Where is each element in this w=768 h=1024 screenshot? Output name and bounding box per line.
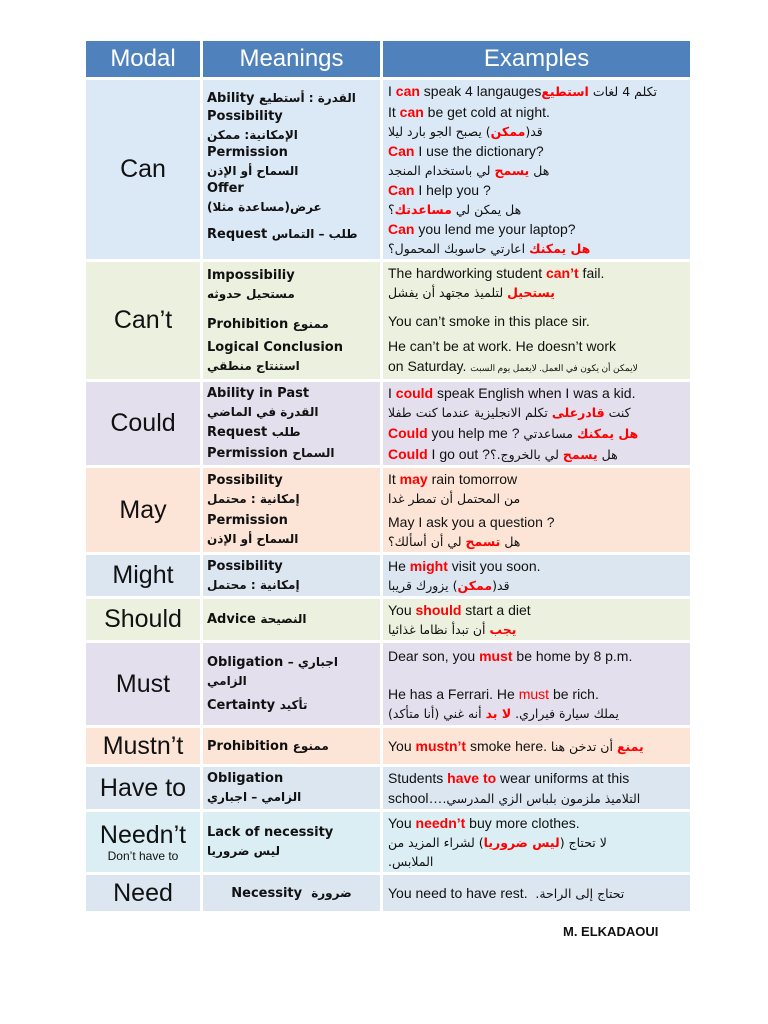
meanings-have-to <box>203 767 383 812</box>
meaning-arabic: مستحيل حدوثه <box>207 286 295 301</box>
example-arabic: لي باستخدام المنجد <box>388 163 495 178</box>
example-arabic: هل <box>597 447 618 462</box>
example-text: I go out ? <box>427 446 490 462</box>
example-arabic-highlight: هل يمكنك <box>529 241 591 256</box>
example-text: fail. <box>578 265 605 281</box>
modal-should: Should <box>86 599 203 643</box>
meaning: Permission <box>207 513 288 528</box>
example-text: school…. <box>388 790 447 806</box>
header-examples: Examples <box>383 41 690 80</box>
example-arabic-highlight: ممكن <box>490 124 526 139</box>
meaning: Obligation <box>207 771 284 786</box>
example-arabic: كنت <box>604 405 631 420</box>
meaning-arabic: ممنوع <box>292 316 329 331</box>
example-text: I <box>388 385 396 401</box>
modal-might: Might <box>86 555 203 599</box>
meaning-arabic: الزامي <box>207 674 247 688</box>
meaning-arabic: إمكانية : محتمل <box>207 492 300 506</box>
example-arabic: أن تدخن هنا <box>550 739 617 754</box>
example-arabic: لي أن أسألك؟ <box>388 534 466 549</box>
row-need <box>86 875 690 914</box>
meaning: Request <box>207 226 268 242</box>
meaning-arabic: القدرة في الماضي <box>207 404 319 419</box>
example-arabic: من المحتمل أن تمطر غدا <box>388 491 521 506</box>
example-highlight: must <box>479 647 513 664</box>
meaning: Permission <box>207 445 288 461</box>
examples-have-to <box>383 767 690 812</box>
example-arabic: أن تبدأ نظاما غذائيا <box>388 622 490 637</box>
example-text: He has a Ferrari. He <box>388 685 519 702</box>
example-arabic-highlight: يجب <box>489 622 517 637</box>
meaning: Offer <box>207 180 244 196</box>
modal-mustnt: Mustn’t <box>86 728 203 767</box>
meaning-arabic: القدرة : أستطيع <box>258 90 356 105</box>
example-arabic: أنه غني (أنا متأكد) <box>388 705 486 721</box>
meaning: Certainty <box>207 698 276 713</box>
example-highlight: could <box>395 385 434 401</box>
meaning-arabic: ليس ضروريا <box>207 844 280 858</box>
example-arabic-highlight: تسمح <box>465 534 501 549</box>
meanings-might <box>203 555 383 599</box>
meaning: Prohibition <box>207 738 289 754</box>
example-arabic: هل يمكن لي <box>451 202 522 217</box>
row-must <box>86 643 690 728</box>
example-highlight: Can <box>388 143 415 159</box>
meanings-must <box>203 643 383 728</box>
example-text: on Saturday. <box>388 358 467 374</box>
meaning: Ability <box>207 90 255 106</box>
row-could <box>86 382 690 468</box>
modal-neednt-label: Needn’t <box>99 820 187 849</box>
meaning-arabic: عرض(مساعدة مثلا) <box>207 199 322 214</box>
example-arabic-highlight: قادرعلى <box>551 405 605 420</box>
meaning-arabic: ضرورة <box>311 885 352 900</box>
meaning: Necessity <box>231 885 303 901</box>
meanings-can <box>203 80 383 262</box>
example-highlight: should <box>415 602 462 618</box>
row-have-to <box>86 767 690 812</box>
meaning: Possibility <box>207 558 283 574</box>
modal-need: Need <box>86 875 203 914</box>
meaning: Possibility <box>207 473 283 488</box>
meaning-arabic: السماح أو الإذن <box>207 163 299 178</box>
example-highlight: mustn’t <box>415 738 467 754</box>
example-arabic: مساعدتي <box>523 426 573 441</box>
example-highlight: can <box>399 104 424 120</box>
row-should <box>86 599 690 643</box>
example-text: speak 4 langauges <box>419 83 542 99</box>
example-text: visit you soon. <box>447 558 541 574</box>
example-arabic: هل <box>500 534 521 549</box>
example-text: I help you ? <box>414 182 491 198</box>
example-arabic: يملك سيارة فيراري. <box>511 705 620 721</box>
example-text: you help me ? <box>427 425 520 441</box>
example-arabic: لتلميذ مجتهد أن يفشل <box>388 285 508 300</box>
meaning: Advice <box>207 612 256 627</box>
meaning: Request <box>207 424 268 440</box>
example-text: Dear son, you <box>388 647 480 664</box>
example-highlight: needn’t <box>415 815 466 831</box>
meaning-arabic: تأكيد <box>279 698 308 712</box>
example-text: wear uniforms at this <box>496 770 630 786</box>
example-arabic-highlight: يسمح <box>562 447 598 462</box>
example-highlight: can <box>395 83 420 99</box>
example-arabic: ) يصبح الجو بارد ليلا <box>388 124 491 139</box>
author-credit: M. ELKADAOUI <box>563 924 659 939</box>
example-text: It <box>388 104 400 120</box>
example-text: It <box>388 471 400 487</box>
example-arabic: لي بالخروج.؟ <box>489 447 563 462</box>
meaning-arabic: السماح أو الإذن <box>207 532 299 546</box>
meaning: Obligation <box>207 655 284 670</box>
modal-cant: Can’t <box>86 262 203 382</box>
meanings-mustnt <box>203 728 383 767</box>
example-arabic: قد( <box>492 578 510 593</box>
meaning-arabic: الإمكانية: ممكن <box>207 127 298 142</box>
meaning-arabic: النصيحة <box>260 612 307 626</box>
example-arabic: هل <box>529 163 550 178</box>
example-arabic-highlight: يسمح <box>494 163 530 178</box>
meanings-cant <box>203 262 383 382</box>
row-can <box>86 80 690 262</box>
meanings-need <box>203 875 383 914</box>
examples-neednt <box>383 812 690 875</box>
example-arabic-highlight: هل يمكنك <box>576 426 639 441</box>
example-highlight: Could <box>388 425 428 441</box>
example-text: You can’t smoke in this place sir. <box>388 313 590 329</box>
meaning: Possibility <box>207 108 283 124</box>
example-highlight: have to <box>447 770 497 786</box>
modal-neednt-sub: Don’t have to <box>107 848 179 863</box>
modal-have-to: Have to <box>86 767 203 812</box>
example-arabic: ) يزورك قريبا <box>388 578 458 593</box>
example-text: May I ask you a question ? <box>388 514 555 530</box>
modal-may: May <box>86 468 203 555</box>
meanings-could <box>203 382 383 468</box>
example-text: speak English when I was a kid. <box>433 385 636 401</box>
meanings-should <box>203 599 383 643</box>
example-text: rain tomorrow <box>427 471 518 487</box>
examples-should <box>383 599 690 643</box>
example-arabic: قد( <box>525 124 543 139</box>
example-text: be home by 8 p.m. <box>512 647 633 664</box>
example-text: buy more clothes. <box>465 815 580 831</box>
example-arabic-highlight: يستحيل <box>507 285 555 300</box>
example-text: He can’t be at work. He doesn’t work <box>388 338 616 354</box>
example-text: You <box>388 602 416 618</box>
example-arabic: تحتاج إلى الراحة. <box>535 886 625 901</box>
example-arabic: الملابس. <box>388 854 434 869</box>
meaning: Impossibiliy <box>207 267 295 283</box>
example-highlight: Can <box>388 221 415 237</box>
example-text: be rich. <box>549 685 599 702</box>
meaning-arabic: اجباري – <box>287 655 338 669</box>
meaning-arabic: السماح <box>292 445 335 460</box>
example-highlight: must <box>518 685 550 702</box>
examples-can <box>383 80 690 262</box>
example-text: You <box>388 815 416 831</box>
header-row <box>86 41 690 80</box>
examples-mustnt <box>383 728 690 767</box>
meaning: Logical Conclusion <box>207 339 343 355</box>
modals-table-sheet <box>86 41 690 914</box>
row-may <box>86 468 690 555</box>
row-cant <box>86 262 690 382</box>
meaning-arabic: إمكانية : محتمل <box>207 577 300 592</box>
example-arabic-highlight: استطيع <box>541 84 589 99</box>
example-text: You <box>388 738 416 754</box>
modals-table <box>86 41 690 914</box>
examples-might <box>383 555 690 599</box>
example-arabic: التلاميذ ملزمون بلباس الزي المدرسي <box>446 791 641 806</box>
example-arabic: اعارتي حاسوبك المحمول؟ <box>388 241 530 256</box>
row-neednt <box>86 812 690 875</box>
example-text: He <box>388 558 410 574</box>
example-text: smoke here. <box>466 738 548 754</box>
example-text: You need to have rest. <box>388 885 528 901</box>
example-text: I <box>388 83 396 99</box>
example-highlight: can’t <box>545 265 579 281</box>
example-arabic-highlight: يمنع <box>616 739 644 754</box>
examples-could <box>383 382 690 468</box>
example-arabic: لا تحتاج ( <box>559 835 607 850</box>
example-arabic-highlight: ليس ضروريا <box>483 835 560 850</box>
example-arabic: ) لشراء المزيد من <box>388 835 484 850</box>
meaning: Permission <box>207 144 288 160</box>
example-arabic-highlight: لا بد <box>485 705 512 721</box>
example-highlight: may <box>399 471 428 487</box>
example-arabic-highlight: ممكن <box>457 578 493 593</box>
example-arabic: تكلم الانجليزية عندما كنت طفلا <box>388 405 552 420</box>
example-highlight: Can <box>388 182 415 198</box>
header-meanings: Meanings <box>203 41 383 80</box>
example-text: start a diet <box>461 602 531 618</box>
example-arabic: ؟ <box>388 202 395 217</box>
meaning: Ability in Past <box>207 385 310 401</box>
meaning-arabic: طلب <box>271 424 301 439</box>
row-mustnt <box>86 728 690 767</box>
examples-may <box>383 468 690 555</box>
meanings-may <box>203 468 383 555</box>
example-text: The hardworking student <box>388 265 546 281</box>
examples-need <box>383 875 690 914</box>
meaning-arabic: طلب – التماس <box>271 226 358 241</box>
examples-cant <box>383 262 690 382</box>
modal-can: Can <box>86 80 203 262</box>
header-modal: Modal <box>86 41 203 80</box>
example-text: Students <box>388 770 448 786</box>
example-arabic: تكلم 4 لغات <box>588 84 661 99</box>
examples-must <box>383 643 690 728</box>
row-might <box>86 555 690 599</box>
meaning-arabic: استنتاج منطقي <box>207 358 300 373</box>
example-highlight: Could <box>388 446 428 462</box>
example-text: you lend me your laptop? <box>414 221 576 237</box>
meaning: Prohibition <box>207 316 289 332</box>
meaning-arabic: ممنوع <box>292 738 329 753</box>
meanings-neednt <box>203 812 383 875</box>
example-text: I use the dictionary? <box>414 143 544 159</box>
example-arabic-highlight: مساعدتك <box>394 202 452 217</box>
example-text: be get cold at night. <box>423 104 550 120</box>
example-highlight: might <box>409 558 448 574</box>
meaning: Lack of necessity <box>207 825 334 840</box>
example-arabic: لايمكن أن يكون في العمل. لايعمل يوم السبت <box>470 363 638 373</box>
modal-could: Could <box>86 382 203 468</box>
modal-must: Must <box>86 643 203 728</box>
modal-neednt <box>86 812 203 875</box>
meaning-arabic: الزامي – اجباري <box>207 790 302 804</box>
